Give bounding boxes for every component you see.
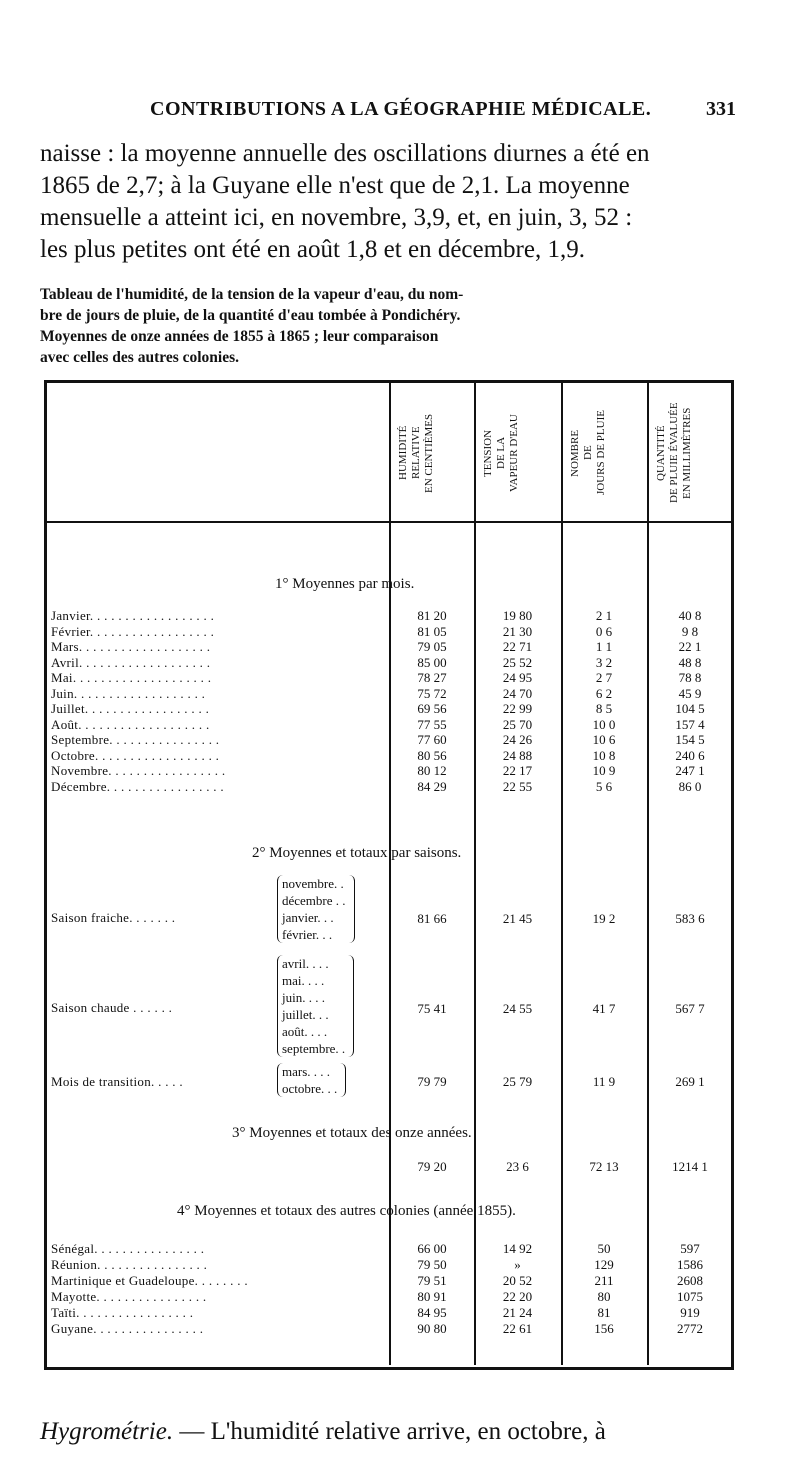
month-row-cell: 22 99: [502, 701, 533, 716]
section-title: 4° Moyennes et totaux des autres colonies (année 1855).: [177, 1203, 516, 1219]
colony-row-cell: 80 91: [417, 1289, 447, 1304]
season-cell: 41 7: [592, 1001, 616, 1016]
month-row-cell: 40 8: [678, 608, 702, 623]
colony-row-cell: 1075: [677, 1289, 703, 1304]
season-months-list: [277, 955, 354, 1057]
season-cell: 24 55: [502, 1001, 533, 1016]
month-item: avril. . . .: [282, 956, 329, 971]
season-label: Saison chaude . . . . . .: [51, 1000, 173, 1015]
section-title: 3° Moyennes et totaux des onze années.: [232, 1125, 472, 1141]
colony-row-cell: 129: [594, 1257, 614, 1272]
header-rule: [47, 521, 731, 523]
colony-row-cell: 81: [597, 1305, 611, 1320]
colony-row-cell: 84 95: [417, 1305, 447, 1320]
month-row-label: Août. . . . . . . . . . . . . . . . . . .: [51, 716, 210, 732]
column-header-tension: TENSION DE LA VAPEUR D'EAU: [482, 414, 520, 492]
month-row-cell: 240 6: [675, 747, 705, 763]
month-row-cell: 24 95: [502, 670, 533, 685]
table-caption-line: bre de jours de pluie, de la quantité d'eau tombée à Pondichéry.: [40, 307, 461, 324]
month-row-cell: 78 8: [678, 670, 702, 685]
season-cell: 583 6: [675, 911, 705, 926]
colony-row-cell: 2772: [677, 1321, 703, 1336]
season-cell: 79 79: [417, 1074, 447, 1089]
total-cell: 1214 1: [672, 1159, 708, 1174]
month-row-cell: 157 4: [675, 716, 705, 732]
paragraph-line: les plus petites ont été en août 1,8 et en décembre, 1,9.: [40, 236, 585, 263]
season-cell: 11 9: [592, 1074, 616, 1089]
month-row-label: Juin. . . . . . . . . . . . . . . . . . .: [51, 685, 206, 701]
month-row-cell: 10 9: [592, 763, 616, 778]
month-row-cell: 75 72: [417, 685, 447, 701]
colony-row-cell: 156: [594, 1321, 614, 1336]
colony-row-label: Taïti. . . . . . . . . . . . . . . . .: [51, 1305, 194, 1320]
season-cell: 269 1: [675, 1074, 705, 1089]
colony-row-cell: 14 92: [502, 1241, 533, 1256]
month-row-label: Mars. . . . . . . . . . . . . . . . . . .: [51, 639, 211, 654]
colony-row-label: Réunion. . . . . . . . . . . . . . . .: [51, 1257, 208, 1272]
colony-row-label: Mayotte. . . . . . . . . . . . . . . .: [51, 1289, 207, 1304]
total-cell: 72 13: [589, 1159, 619, 1174]
season-months-list: [277, 875, 355, 943]
month-row-cell: 0 6: [595, 623, 613, 639]
season-cell: 19 2: [592, 911, 616, 926]
column-divider: [647, 383, 649, 1365]
month-row-cell: 80 12: [417, 763, 447, 778]
colony-row-cell: 22 20: [502, 1289, 533, 1304]
month-item: mai. . . .: [282, 973, 325, 988]
month-row-label: Juillet. . . . . . . . . . . . . . . . . .: [51, 701, 210, 716]
colony-row-label: Martinique et Guadeloupe. . . . . . . .: [51, 1273, 248, 1288]
colony-row-cell: 79 50: [417, 1257, 447, 1272]
month-row-cell: 22 17: [502, 763, 533, 778]
month-item: juin. . . .: [282, 990, 325, 1005]
month-row-cell: 25 70: [502, 716, 533, 732]
month-row-label: Avril. . . . . . . . . . . . . . . . . . .: [51, 654, 211, 670]
month-row-cell: 22 55: [502, 778, 533, 794]
column-header-quantite-pluie: QUANTITÉ DE PLUIE ÉVALUÉE EN MILLIMÈTRES: [655, 402, 693, 504]
season-cell: 567 7: [675, 1001, 705, 1016]
colony-row-cell: 2608: [677, 1273, 703, 1288]
season-months-list: [277, 1063, 346, 1097]
month-row-cell: 5 6: [595, 778, 613, 794]
season-cell: 81 66: [417, 911, 447, 926]
italic-term: Hygrométrie.: [40, 1418, 174, 1445]
month-row-cell: 22 1: [678, 639, 702, 654]
paragraph-line: 1865 de 2,7; à la Guyane elle n'est que de 2,1. La moyenne: [40, 172, 630, 199]
month-row-cell: 81 20: [417, 608, 447, 623]
month-item: janvier. . .: [282, 910, 334, 925]
month-row-cell: 247 1: [675, 763, 705, 778]
month-row-cell: 9 8: [681, 623, 699, 639]
season-cell: 25 79: [502, 1074, 533, 1089]
month-row-cell: 19 80: [502, 608, 533, 623]
column-header-humidite: HUMIDITÉ RELATIVE EN CENTIÈMES: [397, 413, 435, 493]
month-row-cell: 2 7: [595, 670, 613, 685]
colony-row-cell: 90 80: [417, 1321, 447, 1336]
month-row-cell: 79 05: [417, 639, 447, 654]
month-row-cell: 45 9: [678, 685, 702, 701]
month-row-cell: 10 8: [592, 747, 616, 763]
month-row-cell: 22 71: [502, 639, 533, 654]
month-row-cell: 3 2: [595, 654, 613, 670]
month-row-label: Octobre. . . . . . . . . . . . . . . . . .: [51, 747, 220, 763]
month-row-cell: 24 70: [502, 685, 533, 701]
colony-row-cell: 919: [680, 1305, 700, 1320]
table-caption-line: Moyennes de onze années de 1855 à 1865 ; leur comparaison: [40, 328, 439, 345]
month-item: novembre. .: [282, 876, 344, 891]
page-number: 331: [706, 98, 736, 120]
month-row-cell: 84 29: [417, 778, 447, 794]
month-row-cell: 25 52: [502, 654, 533, 670]
colony-row-cell: 22 61: [502, 1321, 533, 1336]
month-row-label: Février. . . . . . . . . . . . . . . . . .: [51, 623, 215, 639]
month-row-cell: 77 55: [417, 716, 447, 732]
month-row-cell: 154 5: [675, 732, 705, 747]
month-row-cell: 81 05: [417, 623, 447, 639]
page-header-title: CONTRIBUTIONS A LA GÉOGRAPHIE MÉDICALE.: [150, 98, 652, 120]
paragraph-line: mensuelle a atteint ici, en novembre, 3,9, et, en juin, 3, 52 :: [40, 204, 633, 231]
colony-row-cell: 211: [594, 1273, 614, 1288]
month-row-cell: 48 8: [678, 654, 702, 670]
month-row-cell: 77 60: [417, 732, 447, 747]
month-row-label: Novembre. . . . . . . . . . . . . . . . .: [51, 763, 226, 778]
total-cell: 23 6: [506, 1159, 529, 1174]
total-cell: 79 20: [417, 1159, 447, 1174]
month-row-label: Décembre. . . . . . . . . . . . . . . . .: [51, 778, 224, 794]
colony-row-cell: 21 24: [502, 1305, 533, 1320]
month-row-label: Janvier. . . . . . . . . . . . . . . . . .: [51, 608, 215, 623]
colony-row-cell: 66 00: [417, 1241, 447, 1256]
month-row-cell: 24 26: [502, 732, 533, 747]
table-caption-line: Tableau de l'humidité, de la tension de la vapeur d'eau, du nom-: [40, 286, 464, 303]
colony-row-label: Sénégal. . . . . . . . . . . . . . . .: [51, 1241, 205, 1256]
column-header-jours-pluie: NOMBRE DE JOURS DE PLUIE: [569, 410, 607, 496]
colony-row-cell: 20 52: [502, 1273, 533, 1288]
table-caption-line: avec celles des autres colonies.: [40, 349, 240, 366]
month-item: juillet. . .: [282, 1007, 329, 1022]
data-table: [44, 380, 734, 1370]
month-item: août. . . .: [282, 1024, 328, 1039]
colony-row-cell: »: [514, 1257, 521, 1272]
month-item: septembre. .: [282, 1041, 346, 1056]
colony-row-cell: 1586: [677, 1257, 703, 1272]
colony-row-cell: 597: [680, 1241, 700, 1256]
month-row-cell: 8 5: [595, 701, 613, 716]
month-row-label: Septembre. . . . . . . . . . . . . . . .: [51, 732, 220, 747]
month-row-cell: 69 56: [417, 701, 447, 716]
season-label: Mois de transition. . . . .: [51, 1074, 183, 1089]
month-row-cell: 85 00: [417, 654, 447, 670]
season-cell: 21 45: [502, 911, 533, 926]
column-divider: [561, 383, 563, 1365]
colony-row-cell: 79 51: [417, 1273, 447, 1288]
month-row-cell: 21 30: [502, 623, 533, 639]
continuation-line: [40, 1418, 606, 1446]
colony-row-label: Guyane. . . . . . . . . . . . . . . .: [51, 1321, 204, 1336]
month-row-cell: 80 56: [417, 747, 447, 763]
month-item: octobre. . .: [282, 1081, 338, 1096]
month-row-cell: 104 5: [675, 701, 705, 716]
month-row-label: Mai. . . . . . . . . . . . . . . . . . . .: [51, 670, 212, 685]
month-row-cell: 1 1: [595, 639, 613, 654]
month-row-cell: 2 1: [595, 608, 613, 623]
month-row-cell: 24 88: [502, 747, 533, 763]
month-item: mars. . . .: [282, 1064, 331, 1079]
month-row-cell: 78 27: [417, 670, 447, 685]
section-title: 2° Moyennes et totaux par saisons.: [252, 845, 462, 861]
month-item: décembre . .: [282, 893, 346, 908]
month-row-cell: 10 0: [592, 716, 616, 732]
month-row-cell: 10 6: [592, 732, 616, 747]
paragraph-line: naisse : la moyenne annuelle des oscillations diurnes a été en: [40, 140, 650, 167]
colony-row-cell: 50: [597, 1241, 611, 1256]
season-cell: 75 41: [417, 1001, 447, 1016]
month-row-cell: 6 2: [595, 685, 613, 701]
colony-row-cell: 80: [597, 1289, 611, 1304]
section-title: 1° Moyennes par mois.: [275, 576, 415, 592]
month-row-cell: 86 0: [678, 778, 702, 794]
season-label: Saison fraiche. . . . . . .: [51, 910, 176, 925]
continuation-text: — L'humidité relative arrive, en octobre, à: [173, 1418, 606, 1445]
month-item: février. . .: [282, 927, 333, 942]
